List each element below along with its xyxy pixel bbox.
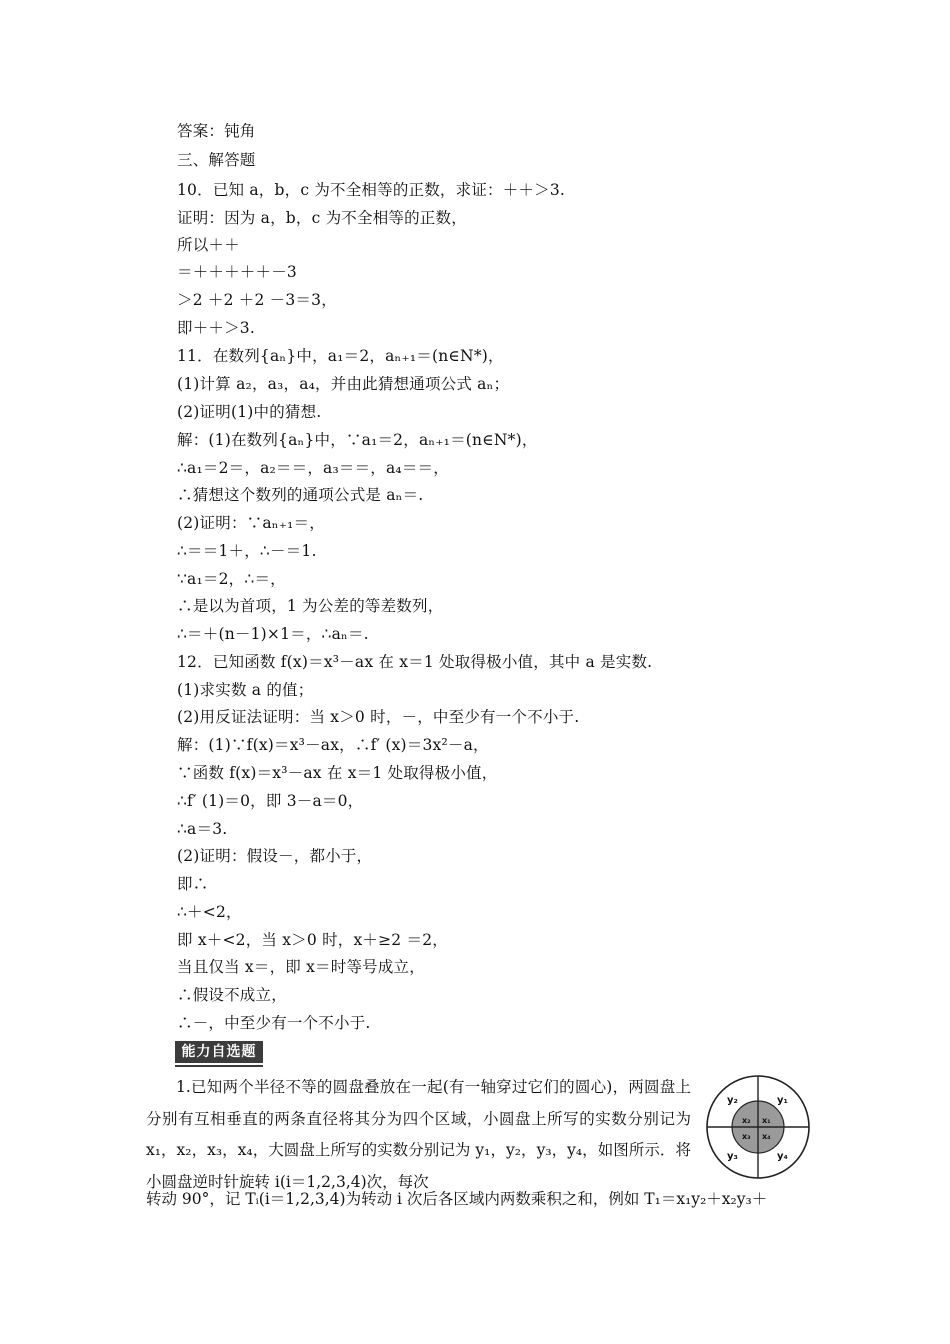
solution-line: ∴f′ (1)＝0，即 3－a＝0， (177, 792, 364, 810)
solution-line: 即 x＋<2，当 x＞0 时，x＋≥2 ＝2， (177, 931, 448, 949)
solution-line: ∴假设不成立， (177, 986, 287, 1004)
solution-line: ∵函数 f(x)＝x³－ax 在 x＝1 处取得极小值， (177, 764, 498, 782)
solution-line: ∴是以为首项，1 为公差的等差数列， (177, 597, 444, 615)
solution-line: 即∴ (177, 875, 209, 893)
outer-label-y2: y₂ (727, 1095, 738, 1106)
problem-10-statement: 10．已知 a，b，c 为不全相等的正数，求证：＋＋＞3. (177, 181, 566, 199)
solution-line: ∴＋<2， (177, 903, 242, 921)
problem-11-part-1: (1)计算 a₂，a₃，a₄，并由此猜想通项公式 aₙ； (177, 375, 510, 393)
solution-line: ∴＝＋(n－1)×1＝，∴aₙ＝. (177, 625, 369, 643)
inner-label-x2: x₂ (742, 1116, 751, 1125)
problem-12-part-1: (1)求实数 a 的值； (177, 681, 314, 699)
section-heading: 三、解答题 (177, 151, 256, 169)
problem-11-part-2: (2)证明(1)中的猜想. (177, 403, 322, 421)
problem-1-paragraph (146, 1072, 691, 1198)
solution-line: (2)证明：假设－，都小于， (177, 847, 373, 865)
inner-label-x1: x₁ (762, 1116, 771, 1125)
outer-label-y3: y₃ (727, 1151, 738, 1162)
proof-line: 所以＋＋ (177, 236, 240, 254)
rotating-disks-figure (703, 1072, 813, 1182)
outer-label-y4: y₄ (777, 1151, 788, 1162)
section-badge: 能力自选题 (175, 1041, 263, 1063)
solution-line: ∴猜想这个数列的通项公式是 aₙ＝. (177, 486, 424, 504)
inner-label-x3: x₃ (742, 1132, 751, 1141)
problem-1-last-line: 转动 90°，记 Tᵢ(i＝1,2,3,4)为转动 i 次后各区域内两数乘积之和，例如 T₁＝x₁y₂＋x₂y₃＋ (146, 1190, 768, 1208)
problem-12-statement: 12．已知函数 f(x)＝x³－ax 在 x＝1 处取得极小值，其中 a 是实数. (177, 653, 653, 671)
solution-line: 解：(1)∵f(x)＝x³－ax，∴f′ (x)＝3x²－a， (177, 736, 489, 754)
proof-line: 证明：因为 a，b，c 为不全相等的正数， (177, 209, 467, 227)
solution-line: ∴a＝3. (177, 820, 228, 838)
solution-line: ∴－，中至少有一个不小于. (177, 1014, 371, 1032)
solution-line: (2)证明：∵aₙ₊₁＝， (177, 514, 325, 532)
problem-11-statement: 11．在数列{aₙ}中，a₁＝2，aₙ₊₁＝(n∈N*)， (177, 347, 504, 365)
answer-line: 答案：钝角 (177, 122, 256, 140)
inner-label-x4: x₄ (762, 1132, 771, 1141)
solution-line: 当且仅当 x＝，即 x＝时等号成立， (177, 958, 425, 976)
problem-1-text: 1.已知两个半径不等的圆盘叠放在一起(有一轴穿过它们的圆心)，两圆盘上分别有互相垂直的两条直径将其分为四个区域，小圆盘上所写的实数分别记为 x₁，x₂，x₃，x₄，大圆盘上所写的实数分别记为 y₁，y₂，y₃，y₄，如图所示．将小圆盘逆时针旋转 i(i＝1,2,3,4)次，每次 (146, 1078, 691, 1191)
proof-line: ＝＋＋＋＋＋－3 (177, 263, 297, 281)
solution-line: ∴a₁＝2＝，a₂＝＝，a₃＝＝，a₄＝＝， (177, 459, 449, 477)
problem-12-part-2: (2)用反证法证明：当 x＞0 时，－，中至少有一个不小于. (177, 708, 580, 726)
solution-line: ∴＝＝1＋，∴－＝1. (177, 542, 317, 560)
solution-line: ∵a₁＝2，∴＝， (177, 570, 286, 588)
proof-line: ＞2 ＋2 ＋2 －3＝3， (177, 291, 337, 309)
outer-label-y1: y₁ (777, 1095, 788, 1106)
proof-line: 即＋＋＞3. (177, 319, 255, 337)
solution-line: 解：(1)在数列{aₙ}中，∵a₁＝2，aₙ₊₁＝(n∈N*)， (177, 431, 538, 449)
